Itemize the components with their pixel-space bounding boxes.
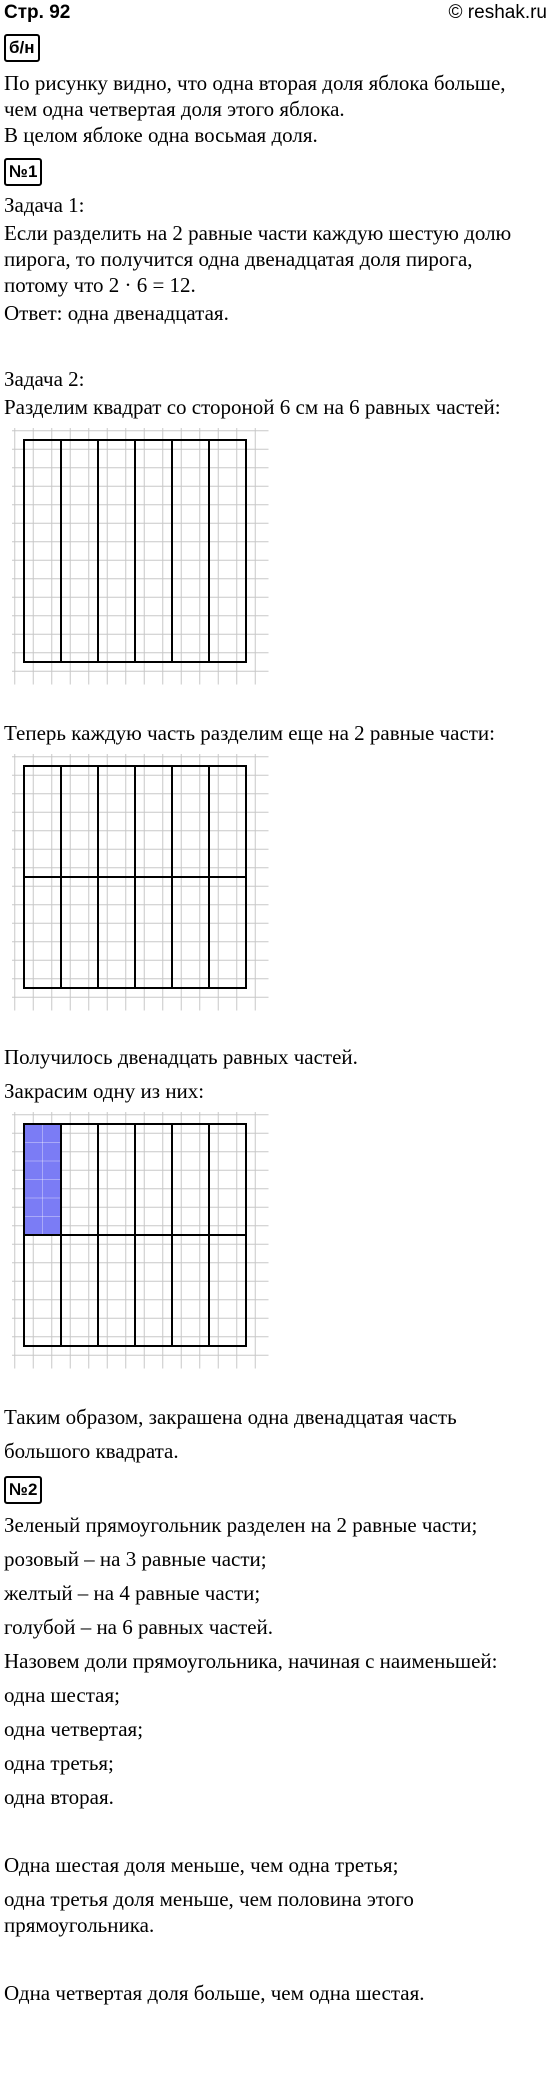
bn-line-2: чем одна четвертая доля этого яблока. bbox=[4, 97, 345, 121]
task2-intro: Разделим квадрат со стороной 6 см на 6 равных частей: bbox=[4, 395, 501, 419]
badge-2: №2 bbox=[4, 1476, 42, 1504]
page-number: Стр. 92 bbox=[4, 2, 71, 23]
grid-shaded-part bbox=[12, 1112, 272, 1378]
task1-line-3: потому что 2 · 6 = 12. bbox=[4, 273, 196, 297]
grid-twelve-parts bbox=[12, 754, 272, 1020]
task2-title: Задача 2: bbox=[4, 367, 85, 391]
task2-split-text: Теперь каждую часть разделим еще на 2 равные части: bbox=[4, 721, 496, 745]
no2-line-1: Зеленый прямоугольник разделен на 2 равные части; bbox=[4, 1513, 478, 1537]
no2-line-6: одна шестая; bbox=[4, 1683, 120, 1707]
task1-title: Задача 1: bbox=[4, 193, 85, 217]
task1-line-1: Если разделить на 2 равные части каждую шестую долю bbox=[4, 221, 512, 245]
task2-shade-text: Закрасим одну из них: bbox=[4, 1079, 205, 1103]
no2-line-7: одна четвертая; bbox=[4, 1717, 144, 1741]
no2-line-4: голубой – на 6 равных частей. bbox=[4, 1615, 274, 1639]
badge-1: №1 bbox=[4, 158, 42, 186]
grid-six-parts bbox=[12, 428, 272, 694]
no2-line-8: одна третья; bbox=[4, 1751, 114, 1775]
no2-line-2: розовый – на 3 равные части; bbox=[4, 1547, 267, 1571]
task1-answer: Ответ: одна двенадцатая. bbox=[4, 301, 229, 325]
site-credit: © reshak.ru bbox=[448, 2, 547, 23]
no2-line-10: Одна шестая доля меньше, чем одна третья; bbox=[4, 1853, 399, 1877]
badge-bn: б/н bbox=[4, 34, 40, 62]
bn-line-1: По рисунку видно, что одна вторая доля яблока больше, bbox=[4, 71, 506, 95]
no2-line-12: прямоугольника. bbox=[4, 1913, 155, 1937]
no2-line-5: Назовем доли прямоугольника, начиная с наименьшей: bbox=[4, 1649, 498, 1673]
task2-conclusion-1: Таким образом, закрашена одна двенадцатая часть bbox=[4, 1405, 457, 1429]
no2-line-3: желтый – на 4 равные части; bbox=[4, 1581, 261, 1605]
task2-result: Получилось двенадцать равных частей. bbox=[4, 1045, 358, 1069]
task1-line-2: пирога, то получится одна двенадцатая доля пирога, bbox=[4, 247, 473, 271]
task2-conclusion-2: большого квадрата. bbox=[4, 1439, 179, 1463]
no2-line-11: одна третья доля меньше, чем половина этого bbox=[4, 1887, 414, 1911]
no2-line-9: одна вторая. bbox=[4, 1785, 114, 1809]
no2-line-13: Одна четвертая доля больше, чем одна шестая. bbox=[4, 1981, 425, 2005]
bn-line-3: В целом яблоке одна восьмая доля. bbox=[4, 123, 318, 147]
